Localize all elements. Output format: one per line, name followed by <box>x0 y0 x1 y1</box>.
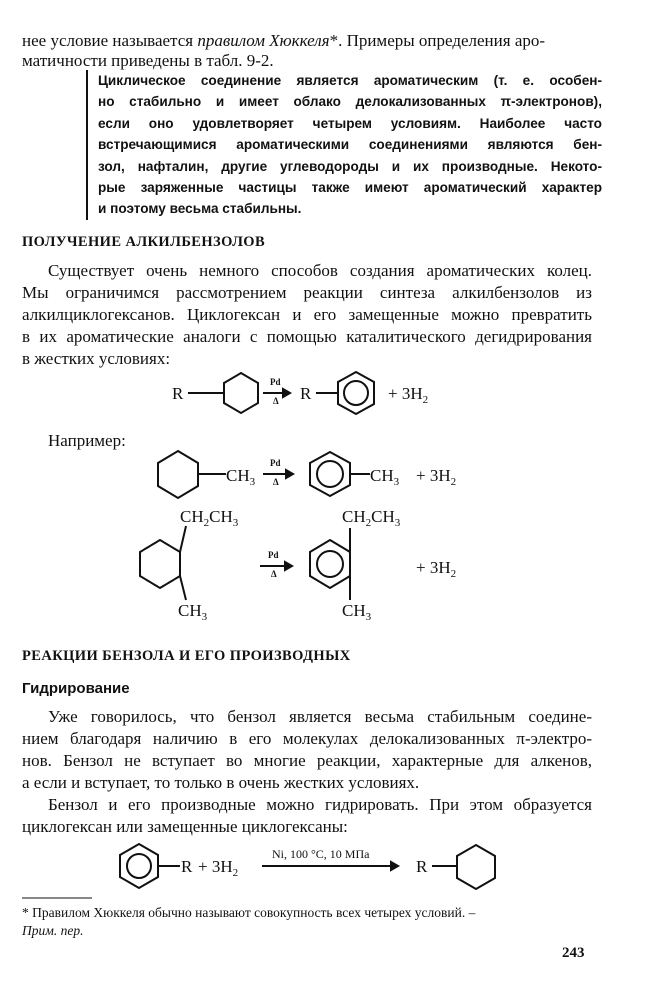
footnote-text: Правилом Хюккеля обычно называют совокупность всех четырех условий. – <box>28 905 476 920</box>
plus-h2-label: + $3H_2$ <box>416 466 457 488</box>
box-line: встречающимися ароматическими соединениями являются бен- <box>98 137 602 153</box>
intro-line-1: нее условие называется правилом Хюккеля*. Примеры определения аро- <box>22 31 546 50</box>
para-line: в жестких условиях: <box>22 349 171 368</box>
footnote-mark: * <box>22 905 29 920</box>
catalyst-label: Pd <box>270 458 281 468</box>
box-line: рые заряженные частицы также имеют ароматический характер <box>98 180 602 196</box>
section2-paragraph-2 <box>22 794 592 838</box>
para-line: Существует очень немного способов создания ароматических колец. <box>48 261 592 280</box>
box-line: и поэтому весьма стабильны. <box>98 201 302 217</box>
footnote <box>22 904 602 922</box>
methyl-label: $CH_3$ <box>226 466 256 488</box>
section-heading-alkylbenzenes: ПОЛУЧЕНИЕ АЛКИЛБЕНЗОЛОВ <box>22 234 266 250</box>
page-number: 243 <box>562 945 585 961</box>
cyclohexane-ring <box>140 540 180 588</box>
box-line: но стабильно и имеет облако делокализованных π-электронов), <box>98 94 602 110</box>
hydrogenation-conditions-label: Ni, 100 °C, 10 МПа <box>272 847 370 861</box>
para-line: Уже говорилось, что бензол является весьма стабильным соедине- <box>48 707 592 726</box>
box-line: если оно удовлетворяет четырем условиям. Наиболее часто <box>98 115 602 131</box>
section2-paragraph-1 <box>22 706 592 794</box>
plus-h2-label: + $3H_2$ <box>388 384 429 406</box>
footnote-note: Прим. пер. <box>22 923 84 938</box>
plus-h2-label: + $3H_2$ <box>198 857 239 879</box>
subheading-hydrogenation: Гидрирование <box>22 680 130 697</box>
box-line: зол, нафталин, другие углеводороды и их производные. Некото- <box>98 158 602 174</box>
methyl-label: $CH_3$ <box>370 466 400 488</box>
para-line: Мы ограничимся рассмотрением реакции синтеза алкилбензолов из <box>22 283 592 302</box>
para-line: в их ароматические аналоги с помощью каталитического дегидрирования <box>22 327 592 346</box>
intro-line-2: матичности приведены в табл. 9-2. <box>22 51 274 70</box>
catalyst-label: Pd <box>268 550 279 560</box>
substituent-r-label: R <box>300 384 312 403</box>
heat-label: Δ <box>273 477 279 487</box>
methyl-label: $CH_3$ <box>178 601 208 623</box>
example-label: Например: <box>48 431 126 450</box>
substituent-r-label: R <box>181 857 193 876</box>
ethyl-label: $CH_2CH_3$ <box>180 507 239 529</box>
para-line: алкилциклогексанов. Циклогексан и его замещенные можно превратить <box>22 305 592 324</box>
heat-label: Δ <box>271 569 277 579</box>
cyclohexane-ring <box>224 373 258 413</box>
cyclohexane-ring <box>158 451 198 498</box>
para-line: нов. Бензол не вступает во многие реакции, характерные для алкенов, <box>22 751 592 770</box>
heat-label: Δ <box>273 396 279 406</box>
para-line: нием благодаря наличию в его молекулах делокализованных π-электро- <box>22 729 592 748</box>
catalyst-label: Pd <box>270 377 281 387</box>
substituent-r-label: R <box>416 857 428 876</box>
para-line: Бензол и его производные можно гидрировать. При этом образуется <box>48 795 592 814</box>
benzene-ring <box>120 844 158 888</box>
ethyl-label: $CH_2CH_3$ <box>342 507 401 529</box>
methyl-label: $CH_3$ <box>342 601 372 623</box>
cyclohexane-ring <box>457 845 495 889</box>
section-heading-benzene-reactions: РЕАКЦИИ БЕНЗОЛА И ЕГО ПРОИЗВОДНЫХ <box>22 648 351 664</box>
plus-h2-label: + $3H_2$ <box>416 558 457 580</box>
substituent-r-label: R <box>172 384 184 403</box>
para-line: а если и вступает, то только в очень жестких условиях. <box>22 773 420 792</box>
box-line: Циклическое соединение является ароматическим (т. е. особен- <box>98 73 602 88</box>
para-line: циклогексан или замещенные циклогексаны: <box>22 817 348 836</box>
